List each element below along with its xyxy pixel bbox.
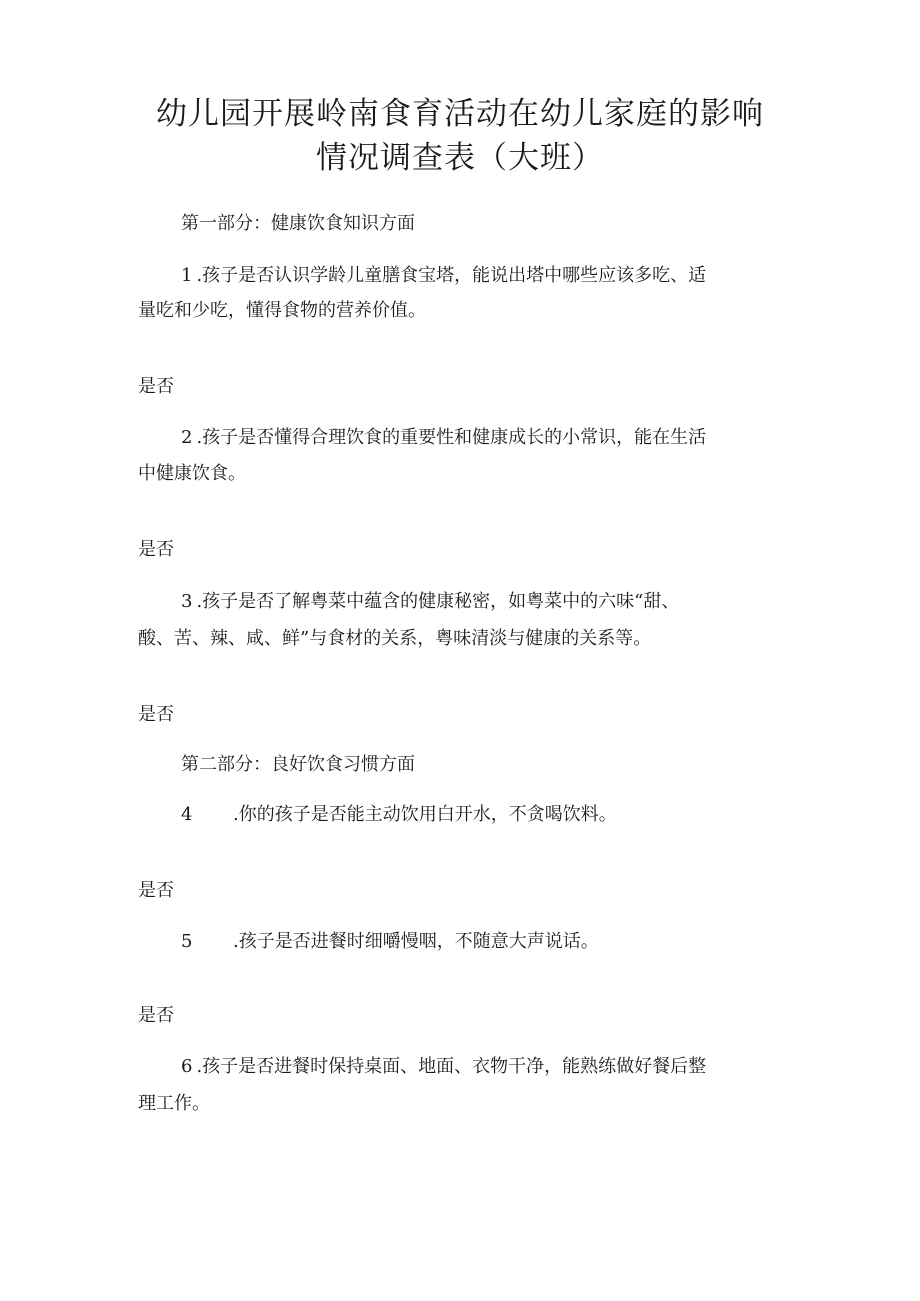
question-6-text: .孩子是否进餐时保持桌面、地面、衣物干净，能熟练做好餐后整 [196,1056,707,1077]
question-6-line-1 [181,1055,706,1079]
question-3-number: 3 [181,591,193,612]
section-heading-1: 第一部分：健康饮食知识方面 [181,213,415,234]
question-1-line-2: 量吃和少吃，懂得食物的营养价值。 [138,300,426,321]
question-2-line-1 [181,426,706,450]
question-5-line-1 [181,930,599,954]
question-2-answer: 是否 [138,539,174,560]
question-4-text: .你的孩子是否能主动饮用白开水，不贪喝饮料。 [233,804,617,825]
document-title-line-1: 幼儿园开展岭南食育活动在幼儿家庭的影响 [156,96,764,132]
question-3-line-2: 酸、苦、辣、咸、鲜”与食材的关系，粤味清淡与健康的关系等。 [138,628,652,649]
question-4-line-1 [181,803,617,827]
question-1-text: .孩子是否认识学龄儿童膳食宝塔，能说出塔中哪些应该多吃、适 [196,265,707,286]
document-title-line-2: 情况调查表（大班） [316,140,604,176]
question-1-number: 1 [181,265,193,286]
question-2-line-2: 中健康饮食。 [138,463,246,484]
question-6-number: 6 [181,1056,193,1077]
question-2-number: 2 [181,427,193,448]
question-4-number: 4 [181,804,193,825]
question-1-answer: 是否 [138,376,174,397]
question-6-line-2: 理工作。 [138,1093,210,1114]
question-3-line-1 [181,590,679,614]
section-heading-2: 第二部分：良好饮食习惯方面 [181,754,415,775]
question-5-number: 5 [181,931,193,952]
question-1-line-1 [181,264,706,288]
question-3-text: .孩子是否了解粤菜中蕴含的健康秘密，如粤菜中的六味“甜、 [196,591,680,612]
question-5-answer: 是否 [138,1005,174,1026]
question-5-text: .孩子是否进餐时细嚼慢咽，不随意大声说话。 [233,931,599,952]
question-4-answer: 是否 [138,880,174,901]
question-3-answer: 是否 [138,704,174,725]
question-2-text: .孩子是否懂得合理饮食的重要性和健康成长的小常识，能在生活 [196,427,707,448]
